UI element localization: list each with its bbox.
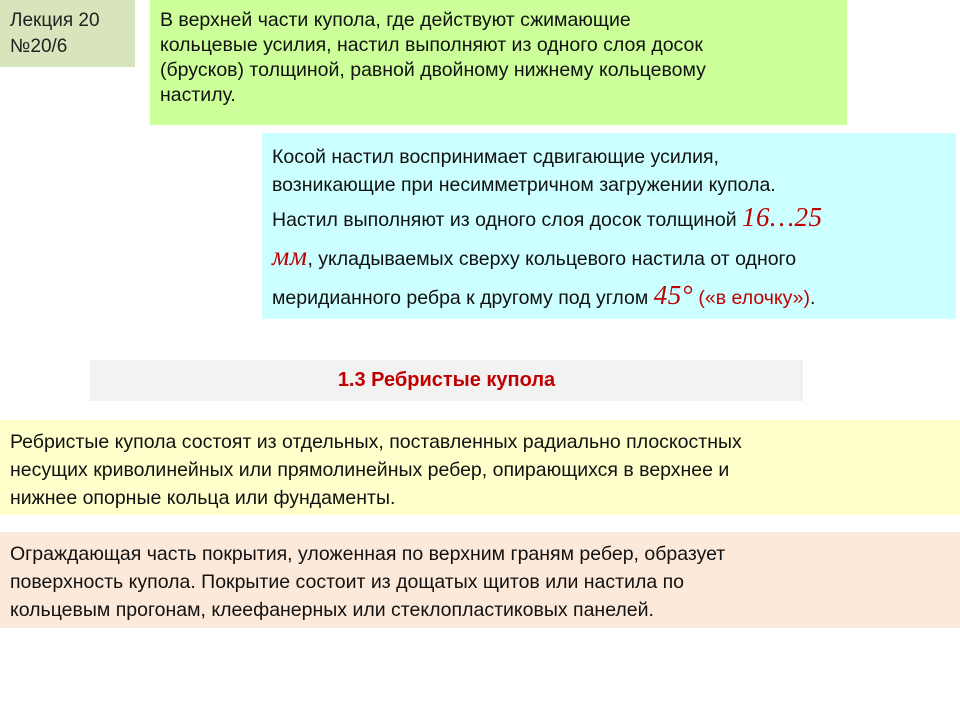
herringbone-label: («в елочку»)	[698, 287, 810, 309]
lecture-number: Лекция 20	[10, 10, 100, 31]
top-note-line: В верхней части купола, где действуют сжимающие	[160, 9, 631, 31]
cyan-note-text: , укладываемых сверху кольцевого настила от одного	[307, 248, 797, 270]
pink-note-line: поверхность купола. Покрытие состоит из дощатых щитов или настила по	[10, 571, 685, 593]
top-note-line: (брусков) толщиной, равной двойному нижнему кольцевому	[160, 59, 706, 81]
thickness-value: 16…25	[742, 202, 823, 232]
section-title: 1.3 Ребристые купола	[90, 360, 803, 401]
ribbed-dome-definition	[0, 420, 960, 515]
cyan-note-line	[272, 143, 946, 171]
yellow-note-line: нижнее опорные кольца или фундаменты.	[10, 487, 396, 509]
cyan-note-period: .	[809, 287, 816, 309]
pink-note-line: Ограждающая часть покрытия, уложенная по верхним граням ребер, образует	[10, 543, 726, 565]
cyan-note-text: Настил выполняют из одного слоя досок толщиной	[272, 209, 743, 231]
pink-note-line: кольцевым прогонам, клеефанерных или стеклопластиковых панелей.	[10, 599, 654, 621]
yellow-note-line: Ребристые купола состоят из отдельных, поставленных радиально плоскостных	[10, 431, 742, 453]
enclosing-cover-note	[0, 532, 960, 628]
dome-top-decking-note	[150, 0, 847, 125]
diagonal-decking-note	[262, 133, 956, 319]
cyan-note-line	[272, 238, 946, 277]
cyan-note-text: меридианного ребра к другому под углом	[272, 287, 654, 309]
thickness-unit: мм	[272, 241, 308, 271]
angle-value: 45°	[653, 280, 693, 310]
top-note-line: кольцевые усилия, настил выполняют из одного слоя досок	[160, 34, 703, 56]
top-note-line: настилу.	[160, 84, 236, 106]
cyan-note-line	[272, 199, 946, 238]
lecture-badge	[0, 0, 135, 67]
cyan-note-line	[272, 171, 946, 199]
cyan-note-line	[272, 277, 946, 316]
cyan-note-text: возникающие при несимметричном загружении купола.	[272, 174, 776, 196]
cyan-note-text: Косой настил воспринимает сдвигающие усилия,	[272, 146, 719, 168]
slide-number: №20/6	[10, 36, 68, 57]
yellow-note-line: несущих криволинейных или прямолинейных ребер, опирающихся в верхнее и	[10, 459, 730, 481]
